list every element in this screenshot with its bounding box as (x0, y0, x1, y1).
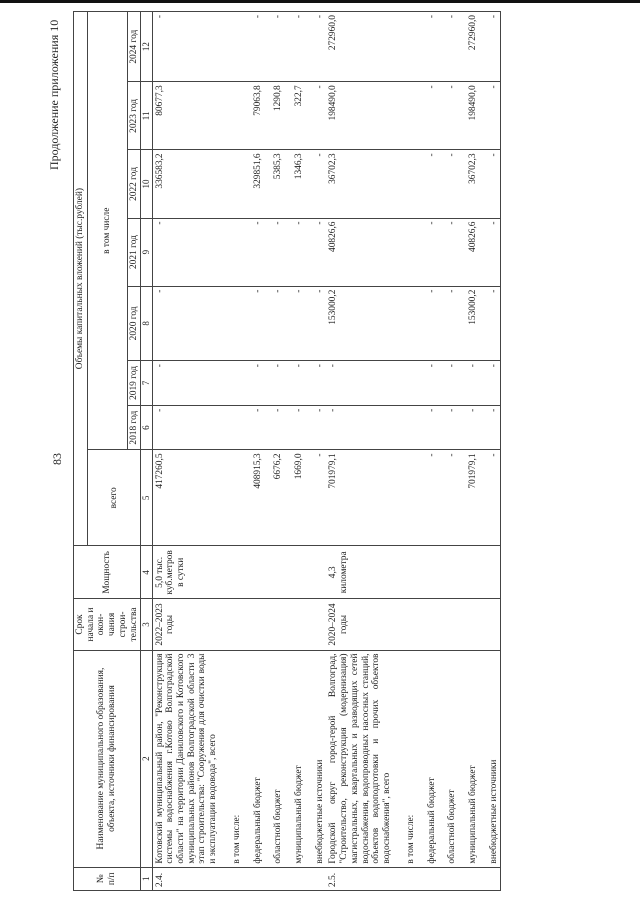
row-2021: - (244, 218, 265, 286)
row-2024: - (244, 12, 265, 82)
col-number: 12 (141, 12, 152, 82)
row-name: областной бюджет (264, 650, 285, 867)
row-number (264, 867, 285, 890)
row-number: 2.4. (152, 867, 220, 890)
row-term (220, 599, 244, 650)
row-2023: - (480, 82, 501, 150)
row-2024 (220, 12, 244, 82)
row-2019: - (326, 361, 393, 406)
row-term: 2020–2024 годы (326, 599, 393, 650)
row-total: 701979,1 (326, 450, 393, 546)
row-name: областной бюджет (438, 650, 459, 867)
row-2023 (220, 82, 244, 150)
row-name: в том числе: (394, 650, 418, 867)
row-term (306, 599, 327, 650)
row-total: - (480, 450, 501, 546)
row-2019 (220, 361, 244, 406)
row-term (244, 599, 265, 650)
row-total: 6676,2 (264, 450, 285, 546)
row-term: 2022–2023 годы (152, 599, 220, 650)
row-2022 (220, 150, 244, 218)
row-2020: - (306, 286, 327, 360)
row-name: муниципальный бюджет (459, 650, 480, 867)
row-2020: - (264, 286, 285, 360)
row-2024: - (418, 12, 439, 82)
row-2022 (394, 150, 418, 218)
row-total: - (438, 450, 459, 546)
row-number: 2.5. (326, 867, 393, 890)
row-term (480, 599, 501, 650)
row-number (244, 867, 265, 890)
continuation-title: Продолжение приложения 10 (47, 19, 61, 170)
row-2024: - (152, 12, 220, 82)
table-row (244, 12, 265, 891)
row-2020: - (152, 286, 220, 360)
row-2023: - (306, 82, 327, 150)
col-number: 8 (141, 286, 152, 360)
row-2018: - (326, 405, 393, 450)
row-number (418, 867, 439, 890)
row-2022: - (480, 150, 501, 218)
row-number (306, 867, 327, 890)
row-2018: - (152, 405, 220, 450)
row-2024: 272960,0 (459, 12, 480, 82)
row-capacity: 4,3 километра (326, 546, 393, 599)
row-capacity (438, 546, 459, 599)
row-2021: - (306, 218, 327, 286)
row-2020: - (418, 286, 439, 360)
header-volume: Объемы капитальных вложений (тыс.рублей) (74, 12, 88, 546)
header-num: № п/п (74, 867, 141, 890)
row-capacity (480, 546, 501, 599)
row-2020: - (285, 286, 306, 360)
row-name: федеральный бюджет (418, 650, 439, 867)
row-2022: 329851,6 (244, 150, 265, 218)
row-2024: - (438, 12, 459, 82)
row-term (459, 599, 480, 650)
row-2024: - (264, 12, 285, 82)
row-total: - (418, 450, 439, 546)
row-2023 (394, 82, 418, 150)
table-row (394, 12, 418, 891)
row-capacity (244, 546, 265, 599)
row-capacity (285, 546, 306, 599)
table-body (152, 12, 501, 891)
row-number (480, 867, 501, 890)
row-2019: - (459, 361, 480, 406)
header-name: Наименование муниципального образования, объекта, источники финансирования (74, 650, 141, 867)
table-row (152, 12, 220, 891)
row-2024: 272960,0 (326, 12, 393, 82)
header-incl: в том числе (87, 12, 127, 450)
row-number (285, 867, 306, 890)
row-2018: - (264, 405, 285, 450)
row-2019: - (244, 361, 265, 406)
row-name: внебюджетные источники (480, 650, 501, 867)
row-2024: - (480, 12, 501, 82)
row-2019: - (306, 361, 327, 406)
row-2021: 40826,6 (459, 218, 480, 286)
col-number: 2 (141, 650, 152, 867)
row-2019: - (152, 361, 220, 406)
header-capacity: Мощность (74, 546, 141, 599)
col-number: 4 (141, 546, 152, 599)
row-total (394, 450, 418, 546)
row-2020 (220, 286, 244, 360)
row-2022: - (306, 150, 327, 218)
row-2019 (394, 361, 418, 406)
row-2023: - (438, 82, 459, 150)
row-name: Городской округ город-герой Волгоград, "Строительство, реконструкция (модернизация) магистральных, квартальных и разводящих сетей водоснабжения, водопроводных насосных станций, объектов водоподготовки и прочих объектов водоснабжения", всего (326, 650, 393, 867)
row-capacity (418, 546, 439, 599)
row-2024: - (285, 12, 306, 82)
page-number: 83 (50, 453, 64, 465)
row-2018: - (438, 405, 459, 450)
row-number (220, 867, 244, 890)
row-term (394, 599, 418, 650)
col-number: 3 (141, 599, 152, 650)
row-2024: - (306, 12, 327, 82)
row-2019: - (264, 361, 285, 406)
row-term (438, 599, 459, 650)
col-number: 9 (141, 218, 152, 286)
row-capacity (220, 546, 244, 599)
row-2021: - (152, 218, 220, 286)
col-number: 6 (141, 405, 152, 450)
row-2018 (394, 405, 418, 450)
row-2020: - (480, 286, 501, 360)
row-total: - (306, 450, 327, 546)
row-2022: 36702,3 (459, 150, 480, 218)
row-2023: - (418, 82, 439, 150)
row-2021: - (480, 218, 501, 286)
row-2022: 5385,3 (264, 150, 285, 218)
row-2024 (394, 12, 418, 82)
row-2023: 79063,8 (244, 82, 265, 150)
header-term: Срок начала и окон-чания строи-тельства (74, 599, 141, 650)
row-2020: - (438, 286, 459, 360)
row-total: 408915,3 (244, 450, 265, 546)
row-2023: 198490,0 (326, 82, 393, 150)
row-2021: - (264, 218, 285, 286)
row-total: 417260,5 (152, 450, 220, 546)
header-2019: 2019 год (127, 361, 141, 406)
row-2019: - (418, 361, 439, 406)
row-2020: - (244, 286, 265, 360)
header-2023: 2023 год (127, 82, 141, 150)
row-name: в том числе: (220, 650, 244, 867)
row-number (394, 867, 418, 890)
row-capacity (264, 546, 285, 599)
header-2021: 2021 год (127, 218, 141, 286)
row-2021: - (285, 218, 306, 286)
row-capacity (459, 546, 480, 599)
table-row (306, 12, 327, 891)
header-2022: 2022 год (127, 150, 141, 218)
row-capacity: 5,0 тыс. куб.метров в сутки (152, 546, 220, 599)
row-term (285, 599, 306, 650)
row-2019: - (285, 361, 306, 406)
row-name: Котовский муниципальный район, "Реконструкция системы водоснабжения г.Котово Волгоградской области" на территории Даниловского и Котовского муниципальных районов Волгоградской области 3 этап строительства: "Сооружения для очистки воды и эксплуатации водовода", всего (152, 650, 220, 867)
table-row (480, 12, 501, 891)
row-2023: 198490,0 (459, 82, 480, 150)
table-row (459, 12, 480, 891)
row-total: 701979,1 (459, 450, 480, 546)
header-total: всего (87, 450, 141, 546)
col-number: 7 (141, 361, 152, 406)
row-name: федеральный бюджет (244, 650, 265, 867)
row-2023: 322,7 (285, 82, 306, 150)
row-number (459, 867, 480, 890)
row-2019: - (438, 361, 459, 406)
row-2021: 40826,6 (326, 218, 393, 286)
row-2018: - (306, 405, 327, 450)
table-row (285, 12, 306, 891)
row-number (438, 867, 459, 890)
row-2023: 1290,8 (264, 82, 285, 150)
row-name: внебюджетные источники (306, 650, 327, 867)
row-2020: 153000,2 (459, 286, 480, 360)
table-row (418, 12, 439, 891)
row-2018 (220, 405, 244, 450)
row-2021: - (438, 218, 459, 286)
row-2022: 36702,3 (326, 150, 393, 218)
row-2020: 153000,2 (326, 286, 393, 360)
row-term (264, 599, 285, 650)
header-2024: 2024 год (127, 12, 141, 82)
row-2021: - (418, 218, 439, 286)
row-capacity (306, 546, 327, 599)
row-name: муниципальный бюджет (285, 650, 306, 867)
row-2021 (394, 218, 418, 286)
row-2022: - (438, 150, 459, 218)
row-2021 (220, 218, 244, 286)
header-2018: 2018 год (127, 405, 141, 450)
col-number: 11 (141, 82, 152, 150)
row-2022: 336583,2 (152, 150, 220, 218)
col-number: 5 (141, 450, 152, 546)
col-number: 10 (141, 150, 152, 218)
row-2022: - (418, 150, 439, 218)
row-term (418, 599, 439, 650)
capital-investment-table (73, 11, 501, 891)
row-capacity (394, 546, 418, 599)
header-2020: 2020 год (127, 286, 141, 360)
table-row (438, 12, 459, 891)
row-2018: - (244, 405, 265, 450)
row-2018: - (480, 405, 501, 450)
row-2023: 80677,3 (152, 82, 220, 150)
row-2018: - (418, 405, 439, 450)
table-row (264, 12, 285, 891)
row-total: 1669,0 (285, 450, 306, 546)
table-row (220, 12, 244, 891)
row-2020 (394, 286, 418, 360)
row-2022: 1346,3 (285, 150, 306, 218)
row-2019: - (480, 361, 501, 406)
row-total (220, 450, 244, 546)
col-number: 1 (141, 867, 152, 890)
table-row (326, 12, 393, 891)
row-2018: - (285, 405, 306, 450)
row-2018: - (459, 405, 480, 450)
